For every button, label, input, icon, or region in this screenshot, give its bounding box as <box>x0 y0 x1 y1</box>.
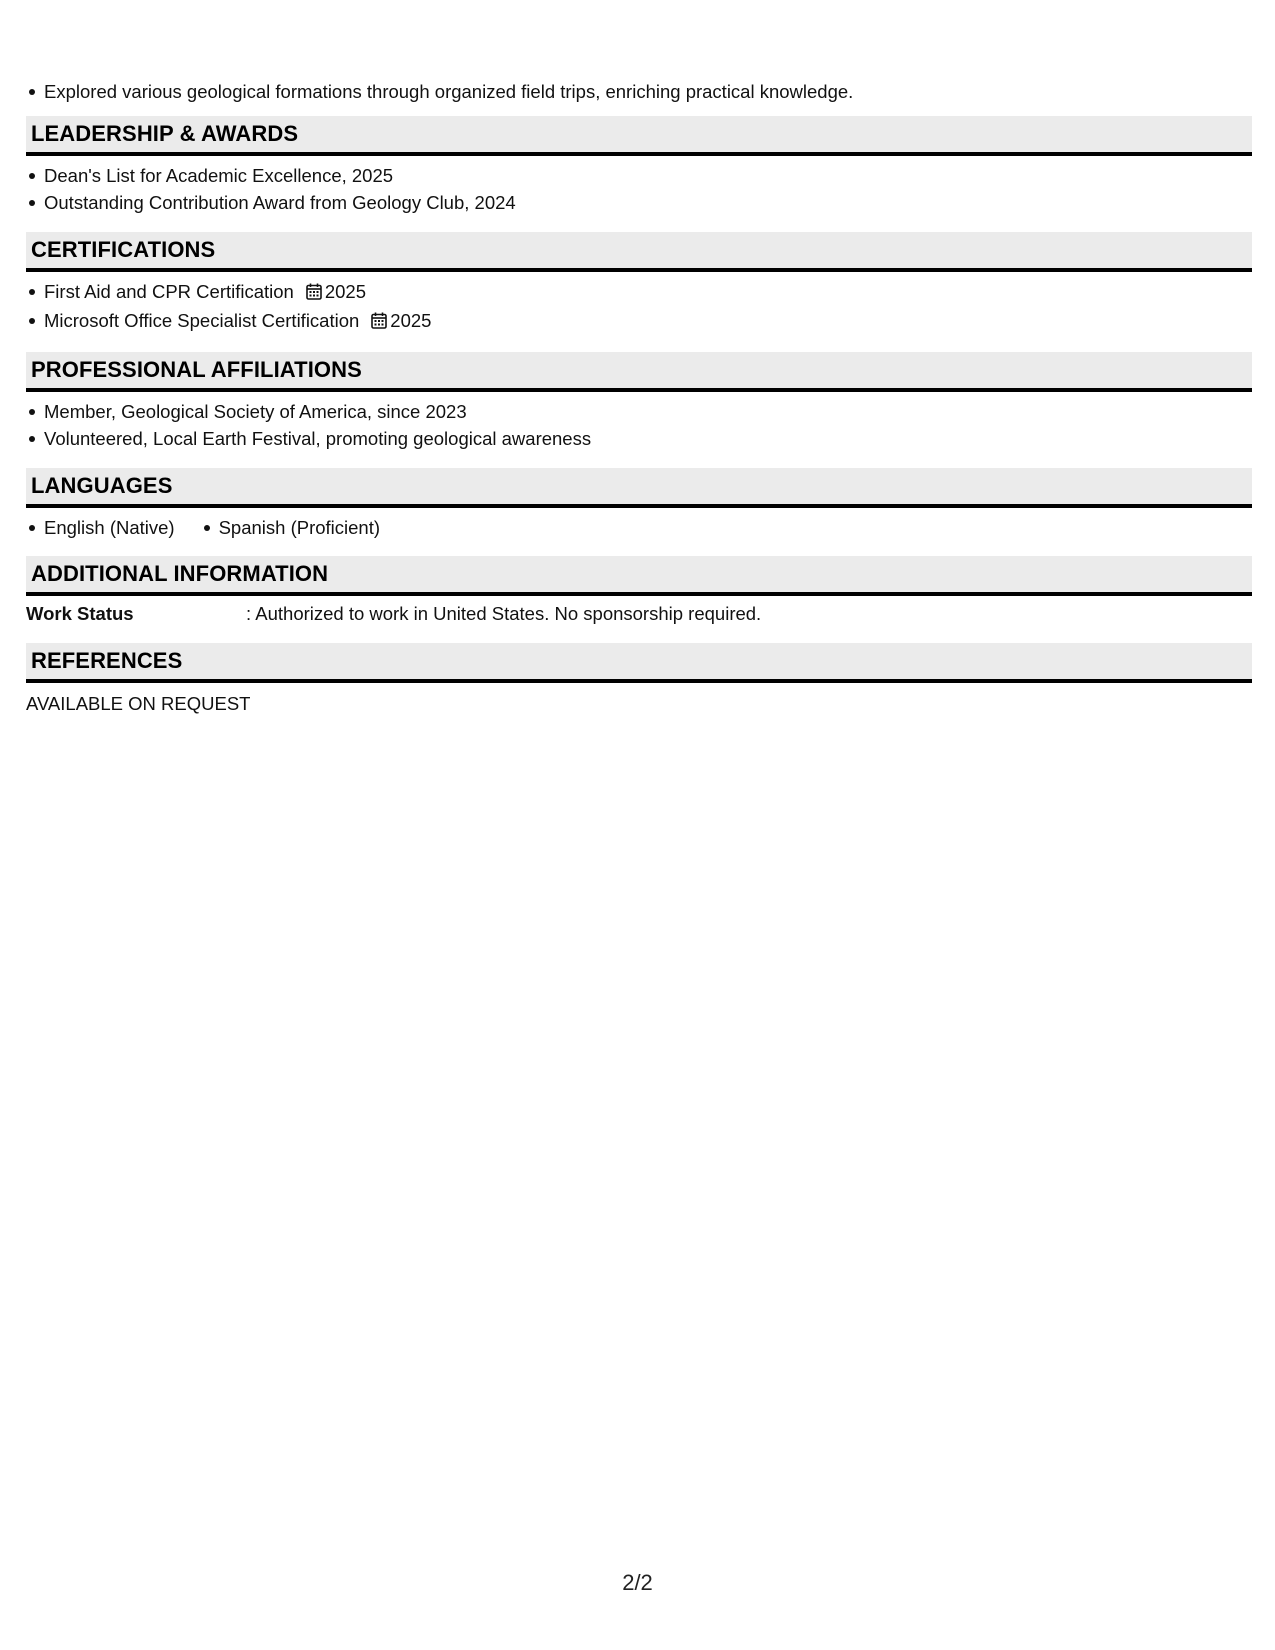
section-title: LEADERSHIP & AWARDS <box>31 121 299 146</box>
affiliations-list <box>26 398 1252 452</box>
work-status-label: Work Status <box>26 603 134 624</box>
page-number: 2/2 <box>622 1570 653 1595</box>
list-item: Member, Geological Society of America, since 2023 <box>44 398 1252 425</box>
additional-info-section-header <box>26 556 1252 596</box>
list-item: Dean's List for Academic Excellence, 2025 <box>44 162 1252 189</box>
references-text: AVAILABLE ON REQUEST <box>26 693 251 714</box>
affiliations-section-header <box>26 352 1252 392</box>
list-item: Volunteered, Local Earth Festival, promoting geological awareness <box>44 425 1252 452</box>
list-item: Explored various geological formations through organized field trips, enriching practical knowledge. <box>44 78 1252 105</box>
section-title: ADDITIONAL INFORMATION <box>31 561 329 586</box>
resume-page <box>26 0 1252 717</box>
certification-name: Microsoft Office Specialist Certification <box>44 310 360 331</box>
section-title: PROFESSIONAL AFFILIATIONS <box>31 357 362 382</box>
experience-continued-list <box>26 78 1252 105</box>
certification-year: 2025 <box>324 281 366 302</box>
certification-item <box>44 307 1252 336</box>
certification-year: 2025 <box>390 310 432 331</box>
language-item: Spanish (Proficient) <box>219 514 380 541</box>
work-status-value: : Authorized to work in United States. No sponsorship required. <box>246 603 762 624</box>
languages-list <box>26 514 1252 541</box>
languages-section-header <box>26 468 1252 508</box>
list-item: Outstanding Contribution Award from Geology Club, 2024 <box>44 189 1252 216</box>
references-section-header <box>26 643 1252 683</box>
work-status-row <box>26 600 1252 627</box>
certifications-list <box>26 278 1252 336</box>
leadership-section-header <box>26 116 1252 156</box>
language-item: English (Native) <box>44 514 175 541</box>
calendar-icon <box>371 309 387 336</box>
certification-name: First Aid and CPR Certification <box>44 281 294 302</box>
section-title: REFERENCES <box>31 648 183 673</box>
leadership-list <box>26 162 1252 216</box>
certifications-section-header <box>26 232 1252 272</box>
section-title: LANGUAGES <box>31 473 173 498</box>
section-title: CERTIFICATIONS <box>31 237 216 262</box>
certification-item <box>44 278 1252 307</box>
calendar-icon <box>306 280 322 307</box>
